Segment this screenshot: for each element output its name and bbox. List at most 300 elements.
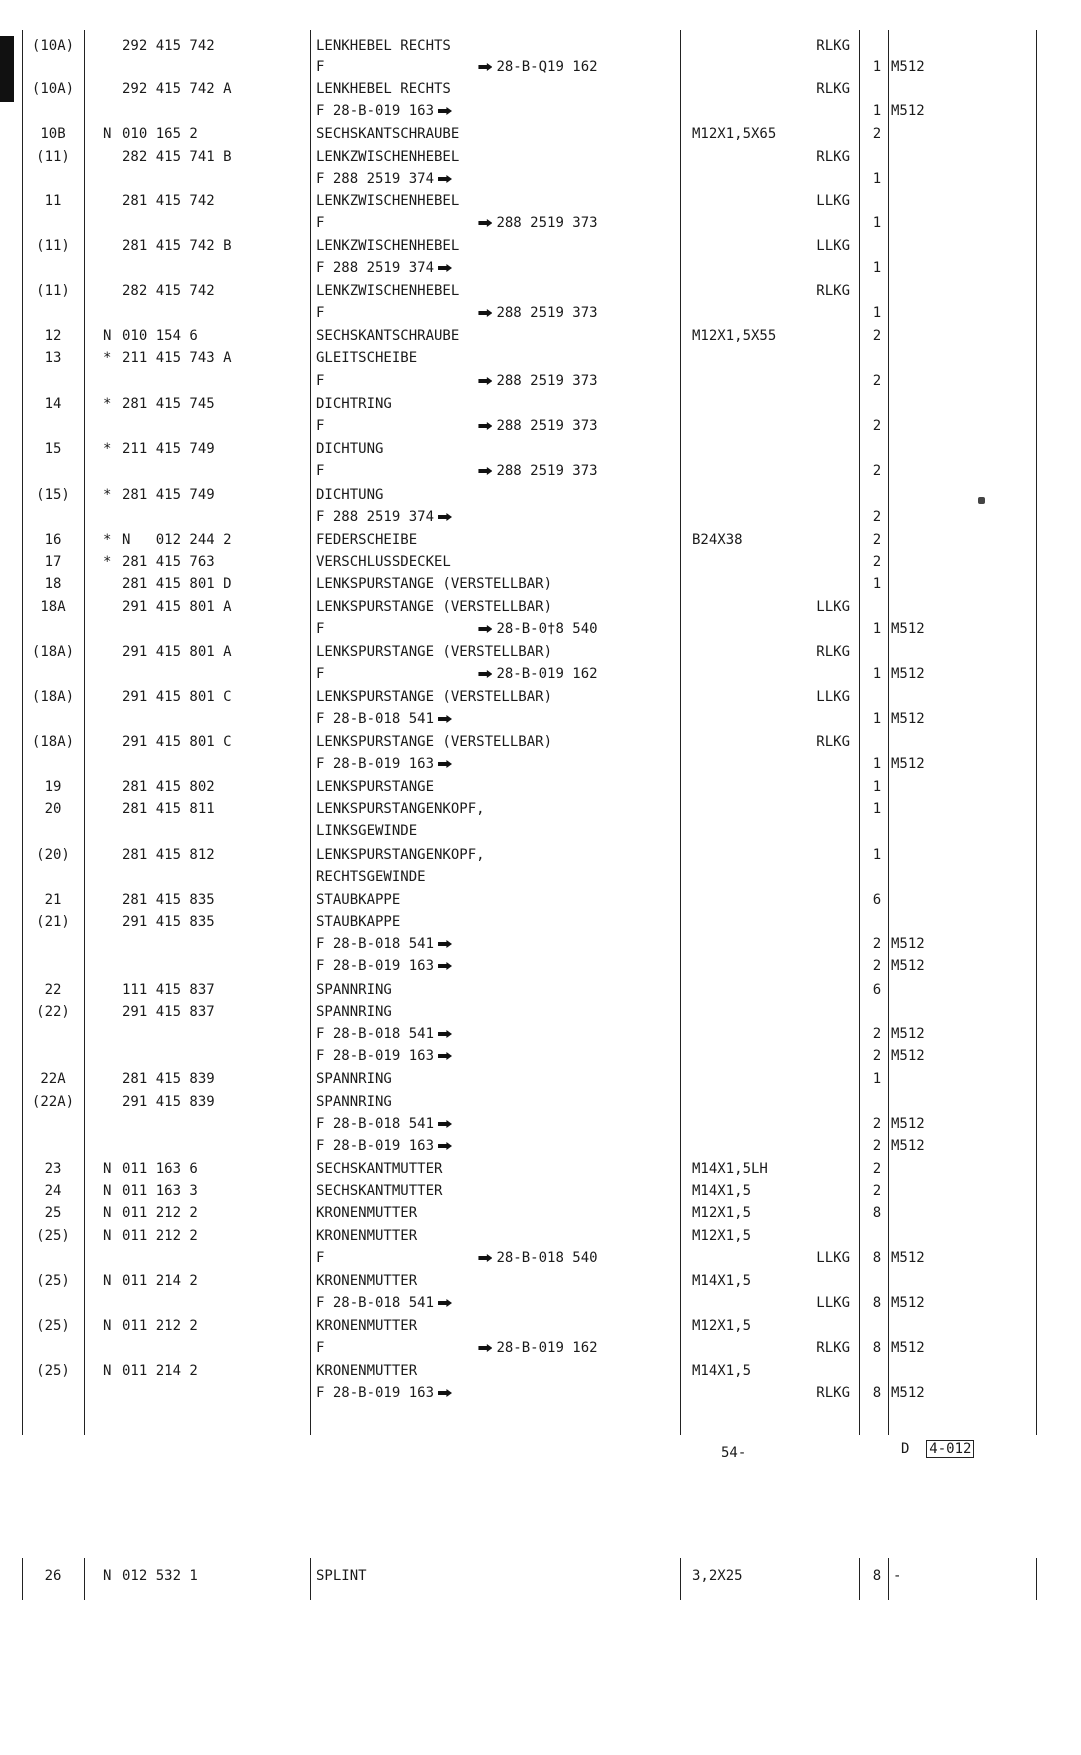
quantity: 1 [872,576,882,592]
description-text: SECHSKANTMUTTER [316,1183,443,1199]
description [316,799,485,820]
mark: N [103,328,112,344]
position-number: 22 [44,982,62,998]
table-row [0,169,1081,190]
arrow-right-icon [478,670,492,678]
description [316,348,417,369]
dimension: M14X1,5 [692,1273,752,1289]
arrow-right-icon [438,513,452,521]
description-text: GLEITSCHEIBE [316,350,418,366]
remark: M512 [888,934,925,955]
description [316,1046,456,1067]
dimension: M14X1,5 [692,1183,752,1199]
description [316,507,456,528]
description-text: KRONENMUTTER [316,1363,418,1379]
description [316,1159,442,1180]
description [316,303,598,324]
table-row [0,371,1081,392]
arrow-right-icon [438,1120,452,1128]
table-row [0,1316,1081,1337]
part-number: 292 415 742 [122,38,215,54]
remark: M512 [888,1046,925,1067]
section-label [901,1441,974,1457]
mark: * [103,554,112,570]
arrow-right-icon [478,1344,492,1352]
remark: M512 [888,1338,925,1359]
page-number: 54- [721,1445,747,1461]
description [316,574,552,595]
mark: N [103,1161,112,1177]
description-text: F [316,1250,325,1266]
description [316,124,459,145]
description [316,1226,417,1247]
remark: M512 [888,1024,925,1045]
serial-number: 28-B-0†8 540 [496,621,598,637]
description [316,867,426,888]
description-text: SPANNRING [316,1071,392,1087]
part-number: 281 415 839 [122,1071,215,1087]
description-text: F 28-B-018 541 [316,1295,435,1311]
table-row [0,845,1081,866]
table-row [0,1002,1081,1023]
part-number: 291 415 835 [122,914,215,930]
quantity: 1 [872,779,882,795]
model-code: RLKG [816,1340,850,1356]
position-number: 15 [44,441,62,457]
table-row [0,687,1081,708]
table-row [0,597,1081,618]
part-number: 281 415 763 [122,554,215,570]
quantity: 1 [872,305,882,321]
position-number: 13 [44,350,62,366]
arrow-right-icon [438,760,452,768]
description [316,1024,456,1045]
part-number: 012 532 1 [122,1568,198,1584]
table-row [0,101,1081,122]
arrow-right-icon [438,107,452,115]
arrow-right-icon [478,377,492,385]
quantity: 1 [872,711,882,727]
table-row [0,619,1081,640]
mark: N [103,1273,112,1289]
quantity: 2 [872,418,882,434]
description [316,687,552,708]
arrow-right-icon [478,467,492,475]
description-text: F 28-B-019 163 [316,1138,435,1154]
dimension: M12X1,5 [692,1318,752,1334]
quantity: 2 [872,1048,882,1064]
description [316,485,383,506]
position-number: (15) [36,487,70,503]
position-number: 14 [44,396,62,412]
remark: - [893,1568,902,1584]
description-text: LENKSPURSTANGE (VERSTELLBAR) [316,734,553,750]
description [316,619,598,640]
serial-number: 28-B-Q19 162 [496,59,598,75]
model-code: RLKG [816,644,850,660]
part-number: 292 415 742 A [122,81,232,97]
position-number: (25) [36,1363,70,1379]
description-text: SECHSKANTMUTTER [316,1161,443,1177]
description-text: F [316,1340,325,1356]
position-number: 16 [44,532,62,548]
mark: N [103,1363,112,1379]
quantity: 6 [872,982,882,998]
table-row [0,956,1081,977]
table-row [0,732,1081,753]
position-number: 25 [44,1205,62,1221]
description [316,101,456,122]
position-number: (18A) [31,734,75,750]
description-text: F [316,305,325,321]
table-row [0,1136,1081,1157]
model-code: RLKG [816,81,850,97]
description-text: F [316,373,325,389]
model-code: LLKG [816,238,850,254]
description [316,1316,417,1337]
table-row [0,664,1081,685]
description [316,732,552,753]
description-text: F [316,215,325,231]
description-text: F 288 2519 374 [316,509,435,525]
description [316,79,451,100]
serial-number: 288 2519 373 [496,463,598,479]
description-text: LENKZWISCHENHEBEL [316,193,460,209]
description [316,1181,442,1202]
model-code: RLKG [816,283,850,299]
remark: M512 [888,709,925,730]
table-row [0,1069,1081,1090]
description-text: FEDERSCHEIBE [316,532,418,548]
description [316,371,598,392]
part-number: 281 415 835 [122,892,215,908]
description-text: F 28-B-019 163 [316,103,435,119]
remark: M512 [888,101,925,122]
part-number: 011 214 2 [122,1273,198,1289]
part-number: 281 415 802 [122,779,215,795]
remark: M512 [888,1293,925,1314]
position-number: 18A [40,599,66,615]
table-row [0,439,1081,460]
model-code: LLKG [816,193,850,209]
description [316,1136,456,1157]
quantity: 2 [872,958,882,974]
position-number: 20 [44,801,62,817]
position-number: 19 [44,779,62,795]
description [316,258,456,279]
table-row [0,980,1081,1001]
description-text: F 28-B-019 163 [316,756,435,772]
description [316,1293,456,1314]
table-row [0,1181,1081,1202]
description-text: F 288 2519 374 [316,171,435,187]
dimension: M14X1,5 [692,1363,752,1379]
serial-number: 28-B-018 540 [496,1250,598,1266]
part-number: 291 415 801 C [122,734,232,750]
part-number: N 012 244 2 [122,532,232,548]
remark: M512 [888,57,925,78]
quantity: 2 [872,509,882,525]
table-row [0,191,1081,212]
description-text: DICHTUNG [316,487,384,503]
table-row [0,1361,1081,1382]
mark: * [103,487,112,503]
description [316,709,456,730]
dimension: M12X1,5 [692,1228,752,1244]
table-row [0,1271,1081,1292]
table-row [0,1293,1081,1314]
mark: N [103,1318,112,1334]
description [316,416,598,437]
table-row [0,124,1081,145]
table-row [0,416,1081,437]
arrow-right-icon [438,715,452,723]
table-row [0,1248,1081,1269]
description-text: F 28-B-018 541 [316,711,435,727]
section-code: 4-012 [926,1440,974,1458]
quantity: 8 [872,1205,882,1221]
description-text: LENKZWISCHENHEBEL [316,149,460,165]
section-prefix: D [901,1441,910,1457]
position-number: (18A) [31,689,75,705]
quantity: 2 [872,554,882,570]
arrow-right-icon [438,1299,452,1307]
part-number: 291 415 837 [122,1004,215,1020]
part-number: 291 415 801 A [122,644,232,660]
part-number: 111 415 837 [122,982,215,998]
table-row [0,1024,1081,1045]
description [316,777,434,798]
description-text: F 28-B-018 541 [316,936,435,952]
arrow-right-icon [438,1052,452,1060]
arrow-right-icon [478,1254,492,1262]
position-number: (21) [36,914,70,930]
description-text: LINKSGEWINDE [316,823,418,839]
table-row [0,147,1081,168]
quantity: 2 [872,1138,882,1154]
description-text: SPANNRING [316,1094,392,1110]
quantity: 1 [872,171,882,187]
description [316,236,459,257]
arrow-right-icon [478,309,492,317]
arrow-right-icon [438,940,452,948]
dimension: 3,2X25 [692,1568,743,1584]
description-text: LENKSPURSTANGE (VERSTELLBAR) [316,644,553,660]
description [316,1248,598,1269]
mark: N [103,1205,112,1221]
mark: * [103,396,112,412]
table-row [0,281,1081,302]
table-row [0,821,1081,842]
description [316,1114,456,1135]
description-text: LENKSPURSTANGE (VERSTELLBAR) [316,599,553,615]
description-text: KRONENMUTTER [316,1228,418,1244]
description-text: DICHTRING [316,396,392,412]
remark: M512 [888,664,925,685]
mark: * [103,350,112,366]
mark: * [103,532,112,548]
position-number: (20) [36,847,70,863]
description [316,552,451,573]
position-number: (11) [36,238,70,254]
table-row [0,236,1081,257]
table-row [0,326,1081,347]
quantity: 2 [872,1183,882,1199]
table-row [0,1159,1081,1180]
quantity: 8 [872,1295,882,1311]
table-row [0,799,1081,820]
quantity: 1 [872,666,882,682]
quantity: 6 [872,892,882,908]
part-number: 281 415 742 B [122,238,232,254]
arrow-right-icon [438,1389,452,1397]
position-number: 21 [44,892,62,908]
table-row [0,1226,1081,1247]
description-text: F [316,666,325,682]
serial-number: 288 2519 373 [496,215,598,231]
serial-number: 28-B-019 162 [496,1340,598,1356]
scan-speck [978,497,985,504]
dimension: B24X38 [692,532,743,548]
description [316,1203,417,1224]
dimension: M12X1,5 [692,1205,752,1221]
description-text: KRONENMUTTER [316,1318,418,1334]
table-row [0,57,1081,78]
quantity: 1 [872,801,882,817]
description-text: SPANNRING [316,1004,392,1020]
description-text: F 28-B-019 163 [316,1385,435,1401]
arrow-right-icon [438,264,452,272]
description-text: F 288 2519 374 [316,260,435,276]
position-number: (11) [36,149,70,165]
remark: M512 [888,1383,925,1404]
part-number: 281 415 801 D [122,576,232,592]
table-row [0,303,1081,324]
serial-number: 288 2519 373 [496,373,598,389]
arrow-right-icon [438,1030,452,1038]
position-number: 26 [44,1568,62,1584]
quantity: 2 [872,532,882,548]
table-row [0,79,1081,100]
part-number: 211 415 743 A [122,350,232,366]
description-text: STAUBKAPPE [316,892,401,908]
description [316,912,400,933]
position-number: 17 [44,554,62,570]
description [316,845,485,866]
mark: N [103,1183,112,1199]
description-text: LENKSPURSTANGENKOPF, [316,801,485,817]
table-row [0,642,1081,663]
quantity: 2 [872,328,882,344]
description-text: SPANNRING [316,982,392,998]
table-row [0,485,1081,506]
table-row [0,1203,1081,1224]
arrow-right-icon [478,219,492,227]
description-text: LENKHEBEL RECHTS [316,81,451,97]
quantity: 8 [872,1340,882,1356]
description-text: F [316,621,325,637]
table-row [0,934,1081,955]
description-text: F 28-B-019 163 [316,958,435,974]
quantity: 2 [872,1116,882,1132]
dimension: M12X1,5X65 [692,126,777,142]
description-text: LENKZWISCHENHEBEL [316,238,460,254]
description [316,821,417,842]
description [316,530,417,551]
description-text: DICHTUNG [316,441,384,457]
quantity: 1 [872,756,882,772]
model-code: RLKG [816,149,850,165]
description-text: SECHSKANTSCHRAUBE [316,126,460,142]
arrow-right-icon [478,63,492,71]
dimension: M14X1,5LH [692,1161,768,1177]
table-row [0,1046,1081,1067]
model-code: LLKG [816,1250,850,1266]
quantity: 2 [872,1161,882,1177]
description-text: F [316,418,325,434]
description [316,956,456,977]
table-row [0,1338,1081,1359]
description [316,597,552,618]
position-number: 11 [44,193,62,209]
table-row [0,507,1081,528]
description [316,1271,417,1292]
table-row [0,867,1081,888]
description-text: F 28-B-019 163 [316,1048,435,1064]
model-code: LLKG [816,599,850,615]
position-number: 12 [44,328,62,344]
part-number: 291 415 801 A [122,599,232,615]
bottom-table-row [0,1566,1081,1587]
position-number: (25) [36,1273,70,1289]
description [316,191,459,212]
description-text: LENKZWISCHENHEBEL [316,283,460,299]
part-number: 281 415 749 [122,487,215,503]
description [316,1383,456,1404]
dimension: M12X1,5X55 [692,328,777,344]
quantity: 8 [872,1385,882,1401]
description-text: F [316,463,325,479]
description [316,1002,392,1023]
model-code: LLKG [816,689,850,705]
part-number: 281 415 811 [122,801,215,817]
position-number: 23 [44,1161,62,1177]
description [316,281,459,302]
remark: M512 [888,1136,925,1157]
description-text: LENKSPURSTANGENKOPF, [316,847,485,863]
table-row [0,777,1081,798]
table-row [0,552,1081,573]
position-number: (10A) [31,81,75,97]
description-text: F 28-B-018 541 [316,1116,435,1132]
table-row [0,36,1081,57]
part-number: 011 212 2 [122,1228,198,1244]
position-number: (22) [36,1004,70,1020]
part-number: 282 415 742 [122,283,215,299]
part-number: 281 415 745 [122,396,215,412]
position-number: (10A) [31,38,75,54]
description [316,1361,417,1382]
part-number: 011 212 2 [122,1205,198,1221]
model-code: RLKG [816,38,850,54]
quantity: 1 [872,260,882,276]
part-number: 281 415 812 [122,847,215,863]
description [316,1069,392,1090]
quantity: 1 [872,59,882,75]
arrow-right-icon [438,175,452,183]
description-text: RECHTSGEWINDE [316,869,426,885]
arrow-right-icon [438,1142,452,1150]
